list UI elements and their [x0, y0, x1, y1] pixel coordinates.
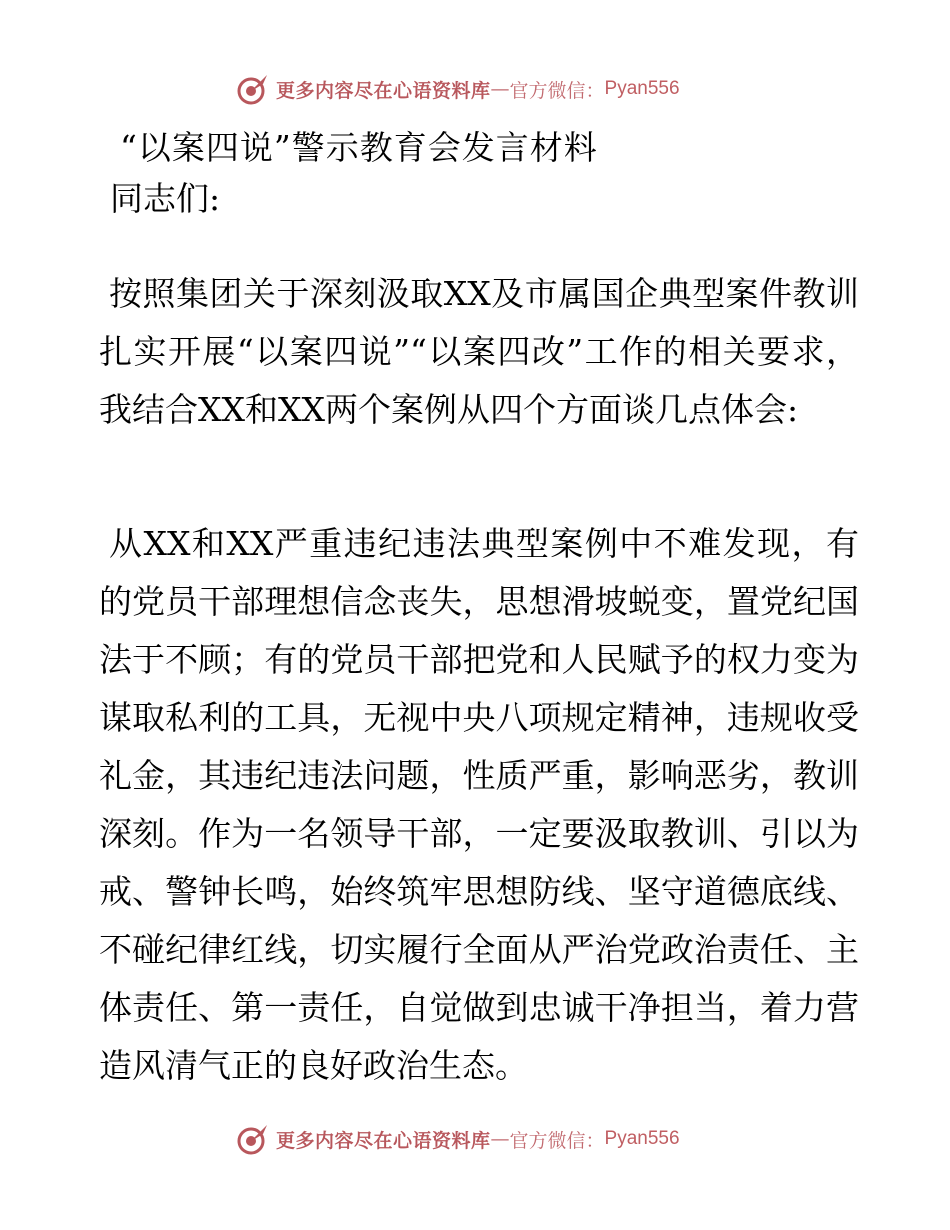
watermark-dash: — [490, 78, 510, 100]
watermark-main-text: 更多内容尽在心语资料库 [276, 1129, 491, 1152]
watermark-id: Pyan556 [604, 78, 680, 99]
paragraph-2: 从XX和XX严重违纪违法典型案例中不难发现，有的党员干部理想信念丧失，思想滑坡蜕变，置党纪国法于不顾；有的党员干部把党和人民赋予的权力变为谋取私利的工具，无视中央八项规定精神，违规收受礼金，其违纪违法问题，性质严重，影响恶劣，教训深刻。作为一名领导干部，一定要汲取教训、引以为戒、警钟长鸣，始终筑牢思想防线、坚守道德底线、不碰纪律红线，切实履行全面从严治党政治责任、主体责任、第一责任，自觉做到忠诚干净担当，着力营造风清气正的良好政治生态。 [99, 524, 859, 1085]
watermark-header [236, 72, 680, 106]
watermark-id: Pyan556 [604, 1128, 680, 1149]
paragraph-1: 按照集团关于深刻汲取XX及市属国企典型案件教训扎实开展“以案四说”“以案四改”工作的相关要求，我结合XX和XX两个案例从四个方面谈几点体会: [99, 274, 859, 429]
watermark-sub-text: 官方微信： [509, 79, 605, 102]
quill-logo-icon [236, 72, 270, 106]
watermark-main-text: 更多内容尽在心语资料库 [276, 79, 491, 102]
watermark-dash: — [490, 1128, 510, 1150]
watermark-footer [236, 1122, 680, 1156]
document-title: “以案四说”警示教育会发言材料 [120, 128, 598, 167]
quill-logo-icon [236, 1122, 270, 1156]
watermark-sub-text: 官方微信： [509, 1129, 605, 1152]
greeting: 同志们: [110, 179, 221, 218]
